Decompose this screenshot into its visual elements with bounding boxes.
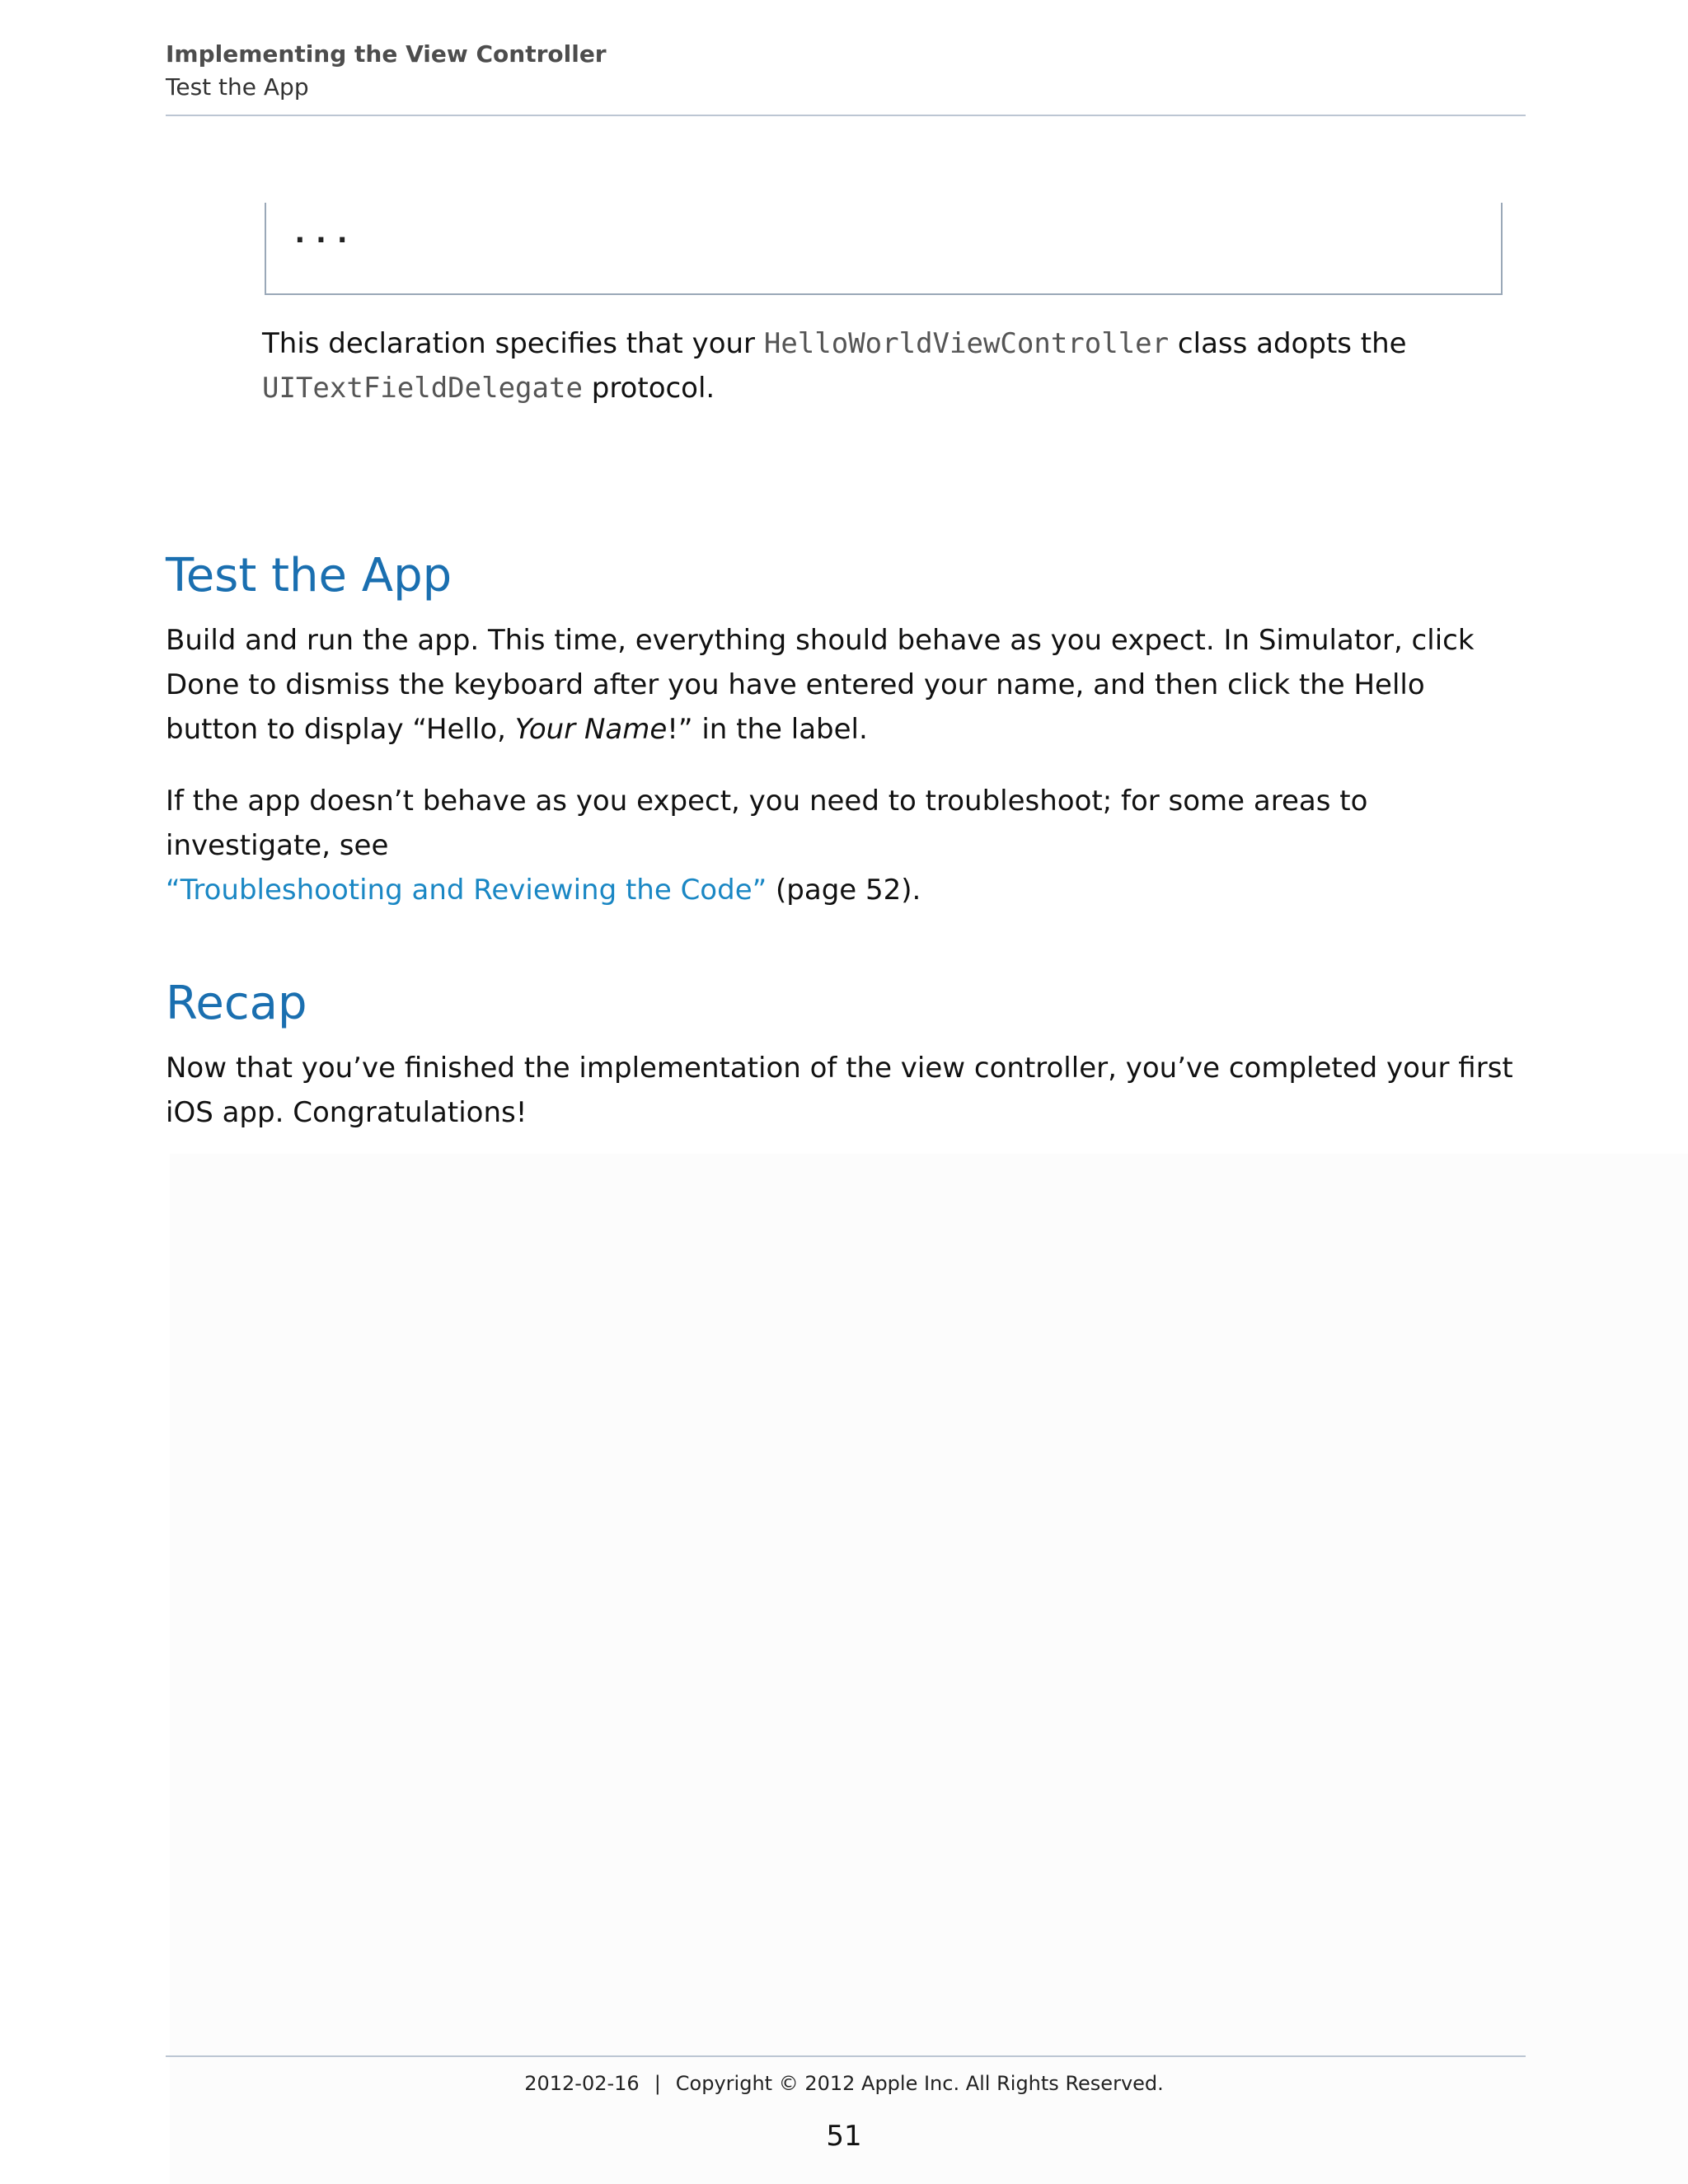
test-paragraph-2-text-b: (page 52). xyxy=(767,874,921,907)
test-paragraph-2 xyxy=(166,779,1526,912)
test-paragraph-1-italic: Your Name xyxy=(514,713,668,746)
header-divider xyxy=(166,115,1526,116)
footer-copyright: Copyright © 2012 Apple Inc. All Rights Reserved. xyxy=(675,2072,1164,2095)
footer-divider xyxy=(166,2055,1526,2057)
declaration-text-1: This declaration specifies that your xyxy=(262,327,764,360)
footer-date: 2012-02-16 xyxy=(524,2072,640,2095)
test-paragraph-2-text-a: If the app doesn’t behave as you expect, you need to troubleshoot; for some areas to investigate, see xyxy=(166,785,1368,862)
page-background-shade xyxy=(170,1154,1688,2184)
test-paragraph-1-text-b: !” in the label. xyxy=(667,713,868,746)
section-heading-test-the-app: Test the App xyxy=(166,549,452,602)
declaration-text-2: class adopts the xyxy=(1169,327,1407,360)
footer xyxy=(0,2069,1688,2098)
declaration-paragraph xyxy=(262,321,1531,410)
code-class-name: HelloWorldViewController xyxy=(763,327,1170,360)
footer-separator: | xyxy=(654,2072,661,2095)
recap-paragraph: Now that you’ve finished the implementation of the view controller, you’ve completed your first iOS app. Congratulations! xyxy=(166,1052,1513,1129)
code-listing xyxy=(265,203,1503,295)
code-ellipsis: ... xyxy=(291,216,355,250)
section-heading-recap: Recap xyxy=(166,977,307,1030)
troubleshooting-link[interactable]: “Troubleshooting and Reviewing the Code” xyxy=(166,874,767,907)
test-paragraph-1-text-a: Build and run the app. This time, everything should behave as you expect. In Simulator, click Done to dismiss the keyboard after you have entered your name, and then click the Hello button to display “Hello, xyxy=(166,624,1475,746)
header-chapter-title: Implementing the View Controller xyxy=(166,40,607,68)
header-section-title: Test the App xyxy=(166,73,309,101)
code-protocol-name: UITextFieldDelegate xyxy=(262,372,583,405)
test-paragraph-1 xyxy=(166,618,1526,752)
declaration-text-3: protocol. xyxy=(582,372,715,405)
running-header xyxy=(166,38,1526,104)
page-number: 51 xyxy=(826,2120,862,2153)
